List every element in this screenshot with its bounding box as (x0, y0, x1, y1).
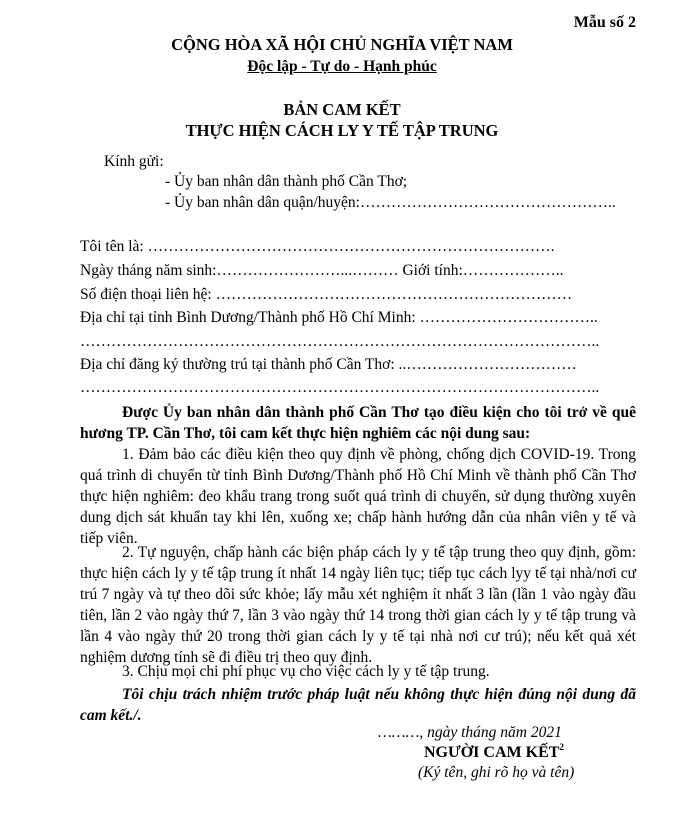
commitment-3: 3. Chịu mọi chi phí phục vụ cho việc cách ly y tế tập trung. (122, 663, 490, 680)
recipient-item: - Ủy ban nhân dân quận/huyện:………………………………………….. (165, 194, 616, 211)
field-address-origin: Địa chỉ tại tỉnh Bình Dương/Thành phố Hồ Chí Minh: …………………………….. (80, 309, 598, 326)
signature-note: (Ký tên, ghi rõ họ và tên) (418, 764, 575, 781)
signer-title: NGƯỜI CAM KẾT$^2$ (424, 742, 564, 761)
intro-paragraph: Được Ủy ban nhân dân thành phố Cần Thơ tạo điều kiện cho tôi trở về quê hương TP. Cần Thơ, tôi cam kết thực hiện nghiêm các nội dung sau: (80, 404, 636, 442)
country-header: CỘNG HÒA XÃ HỘI CHỦ NGHĨA VIỆT NAM (171, 35, 513, 54)
field-name: Tôi tên là: ……………………………………………………………………. (80, 238, 555, 255)
doc-title: BẢN CAM KẾT (283, 100, 401, 119)
form-number: Mẫu số 2 (573, 14, 636, 31)
motto: Độc lập - Tự do - Hạnh phúc (247, 58, 437, 75)
field-dob-gender: Ngày tháng năm sinh:……………………...……… Giới tính:……………….. (80, 262, 564, 279)
recipient-item: - Ủy ban nhân dân thành phố Cần Thơ; (165, 173, 408, 190)
footnote-marker: 2 (559, 742, 564, 752)
field-address-origin-cont: ……………………………………………………………………………………….. (80, 333, 600, 350)
recipients-label: Kính gửi: (104, 153, 164, 170)
date-line: ………, ngày tháng năm 2021 (378, 724, 562, 741)
field-address-permanent-cont: ……………………………………………………………………………………….. (80, 379, 600, 396)
responsibility-statement: Tôi chịu trách nhiệm trước pháp luật nếu không thực hiện đúng nội dung đã cam kết./. (80, 686, 636, 724)
field-address-permanent: Địa chỉ đăng ký thường trú tại thành phố Cần Thơ: ..…………………………… (80, 356, 577, 373)
field-phone: Số điện thoại liên hệ: …………………………………………………………… (80, 286, 573, 303)
doc-subtitle: THỰC HIỆN CÁCH LY Y TẾ TẬP TRUNG (185, 121, 499, 140)
commitment-1: 1. Đảm bảo các điều kiện theo quy định về phòng, chống dịch COVID-19. Trong quá trình di chuyển từ tỉnh Bình Dương/Thành phố Hồ Chí Minh về thành phố Cần Thơ thực hiện nghiêm: đeo khẩu trang trong suốt quá trình di chuyển, sử dụng thường xuyên dung dịch sát khuẩn tay khi lên, xuống xe; chấp hành hướng dẫn của nhân viên y tế và tiếp viên. (80, 446, 636, 547)
commitment-2: 2. Tự nguyện, chấp hành các biện pháp cách ly y tế tập trung theo quy định, gồm: thực hiện cách ly y tế tập trung ít nhất 14 ngày liên tục; tiếp tục cách lyy tế tại nhà/nơi cư trú 7 ngày và tự theo dõi sức khỏe; lấy mẫu xét nghiệm ít nhất 3 lần (lần 1 vào ngày đầu tiên, lần 2 vào ngày thứ 7, lần 3 vào ngày thứ 14 trong thời gian cách ly y tế tập trung và lần 4 vào ngày thứ 20 trong thời gian cách ly y tế tại nhà nơi cư trú); nếu kết quả xét nghiệm dương tính sẽ đi điều trị theo quy định. (80, 544, 636, 666)
